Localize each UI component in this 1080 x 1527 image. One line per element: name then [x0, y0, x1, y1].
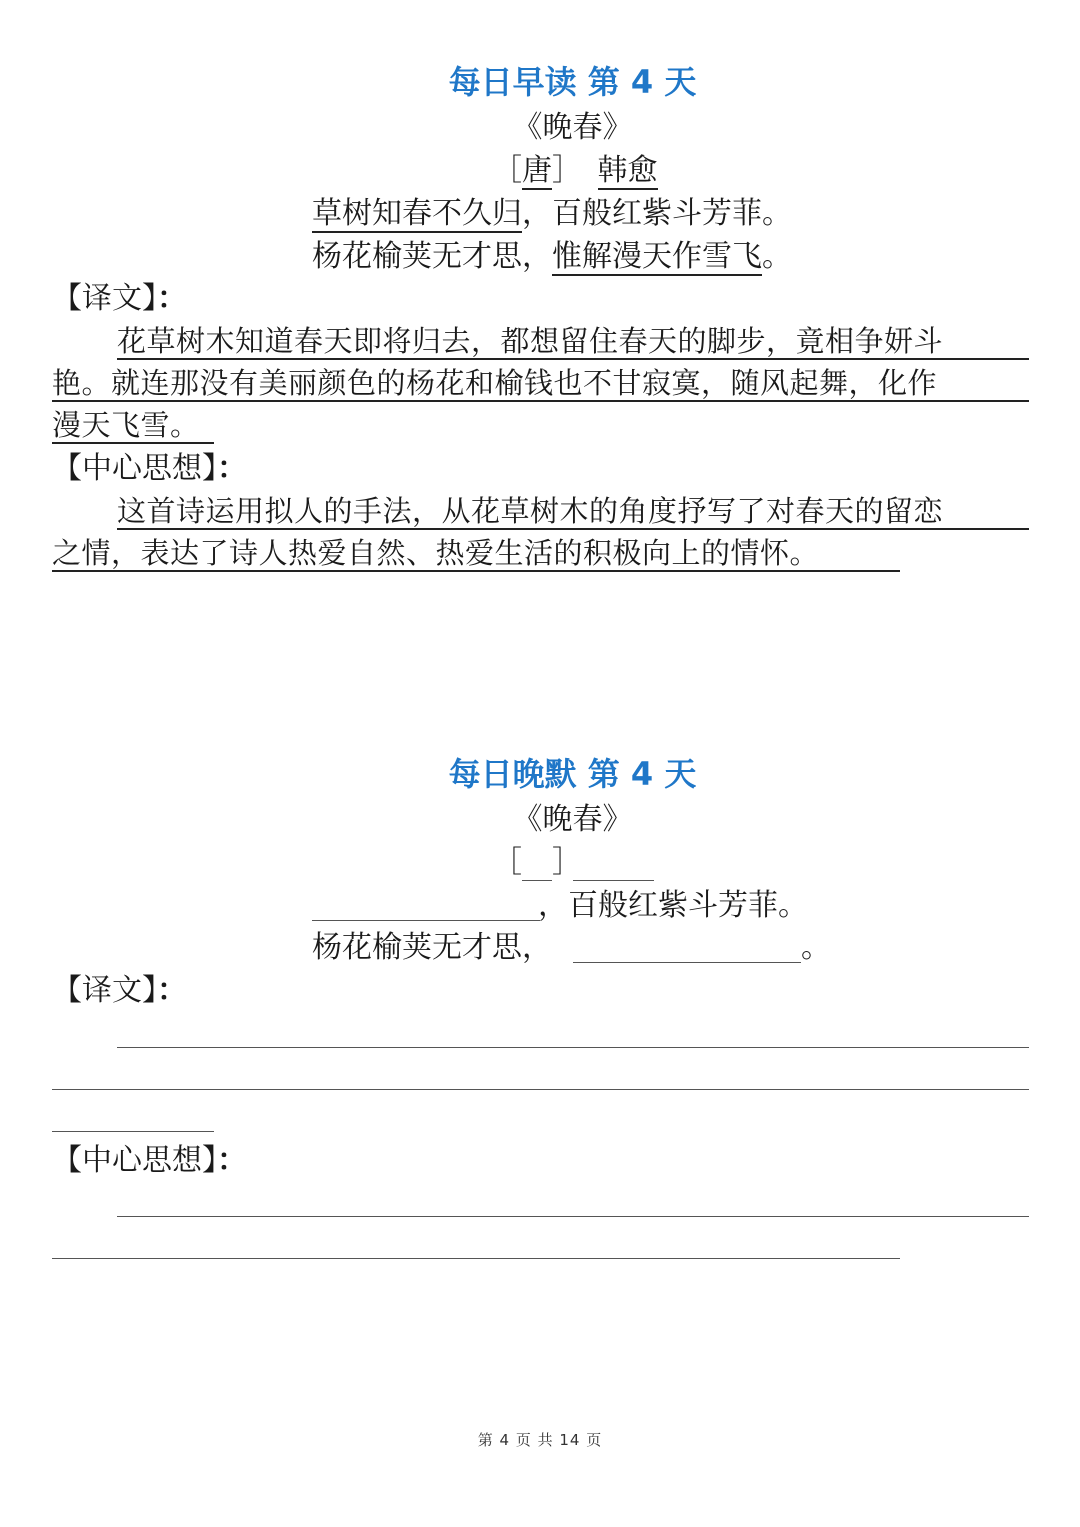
evening-translation-heading: 【译文】：: [52, 973, 187, 1008]
evening-poem-line-2-period: 。: [801, 930, 831, 965]
theme-line-2: 之情，表达了诗人热爱自然、热爱生活的积极向上的情怀。: [52, 536, 900, 572]
translation-blank-line-2[interactable]: [52, 1089, 1029, 1090]
poem-line-1-first-half: 草树知春不久归: [312, 196, 522, 231]
translation-blank-line-1[interactable]: [117, 1047, 1029, 1048]
morning-author-line: ［唐］ 韩愈: [492, 153, 658, 188]
morning-translation-heading: 【译文】：: [52, 281, 187, 316]
poem-line-1-blank[interactable]: [312, 920, 540, 921]
poem-line-2-second-half: 惟解漫天作雪飞: [552, 239, 762, 274]
evening-title: 每日晚默 第 4 天: [448, 755, 697, 793]
author-name: 韩愈: [597, 153, 658, 188]
translation-blank-line-3[interactable]: [52, 1131, 214, 1132]
dynasty-blank[interactable]: [522, 852, 552, 881]
morning-theme-heading: 【中心思想】：: [52, 451, 247, 486]
translation-line-1: 花草树木知道春天即将归去，都想留住春天的脚步，竟相争妍斗: [117, 324, 1029, 360]
poem-line-1-second-half: ，百般红紫斗芳菲。: [522, 196, 792, 231]
evening-author-line: ［ ］: [492, 845, 582, 880]
morning-title: 每日早读 第 4 天: [448, 63, 697, 101]
theme-blank-line-2[interactable]: [52, 1258, 900, 1259]
translation-line-2: 艳。就连那没有美丽颜色的杨花和榆钱也不甘寂寞，随风起舞，化作: [52, 366, 1029, 402]
translation-line-3: 漫天飞雪。: [52, 408, 214, 444]
dynasty-text: 唐: [522, 153, 552, 188]
theme-line-1: 这首诗运用拟人的手法，从花草树木的角度抒写了对春天的留恋: [117, 494, 1029, 530]
poem-line-2-period: 。: [762, 239, 792, 274]
author-blank[interactable]: [573, 880, 654, 881]
page-number: 第 4 页 共 14 页: [477, 1431, 603, 1449]
morning-poem-title: 《晚春》: [512, 110, 633, 145]
evening-theme-heading: 【中心思想】：: [52, 1143, 247, 1178]
evening-poem-title: 《晚春》: [512, 802, 633, 837]
poem-line-2-blank[interactable]: [573, 962, 801, 963]
morning-poem-line-2: [312, 239, 792, 276]
evening-poem-line-2-first-half: 杨花榆荚无才思，: [312, 930, 552, 965]
poem-line-2-first-half: 杨花榆荚无才思，: [312, 239, 552, 274]
evening-poem-line-1-second-half: ，百般红紫斗芳菲。: [538, 888, 808, 923]
theme-blank-line-1[interactable]: [117, 1216, 1029, 1217]
morning-poem-line-1: [312, 196, 792, 233]
